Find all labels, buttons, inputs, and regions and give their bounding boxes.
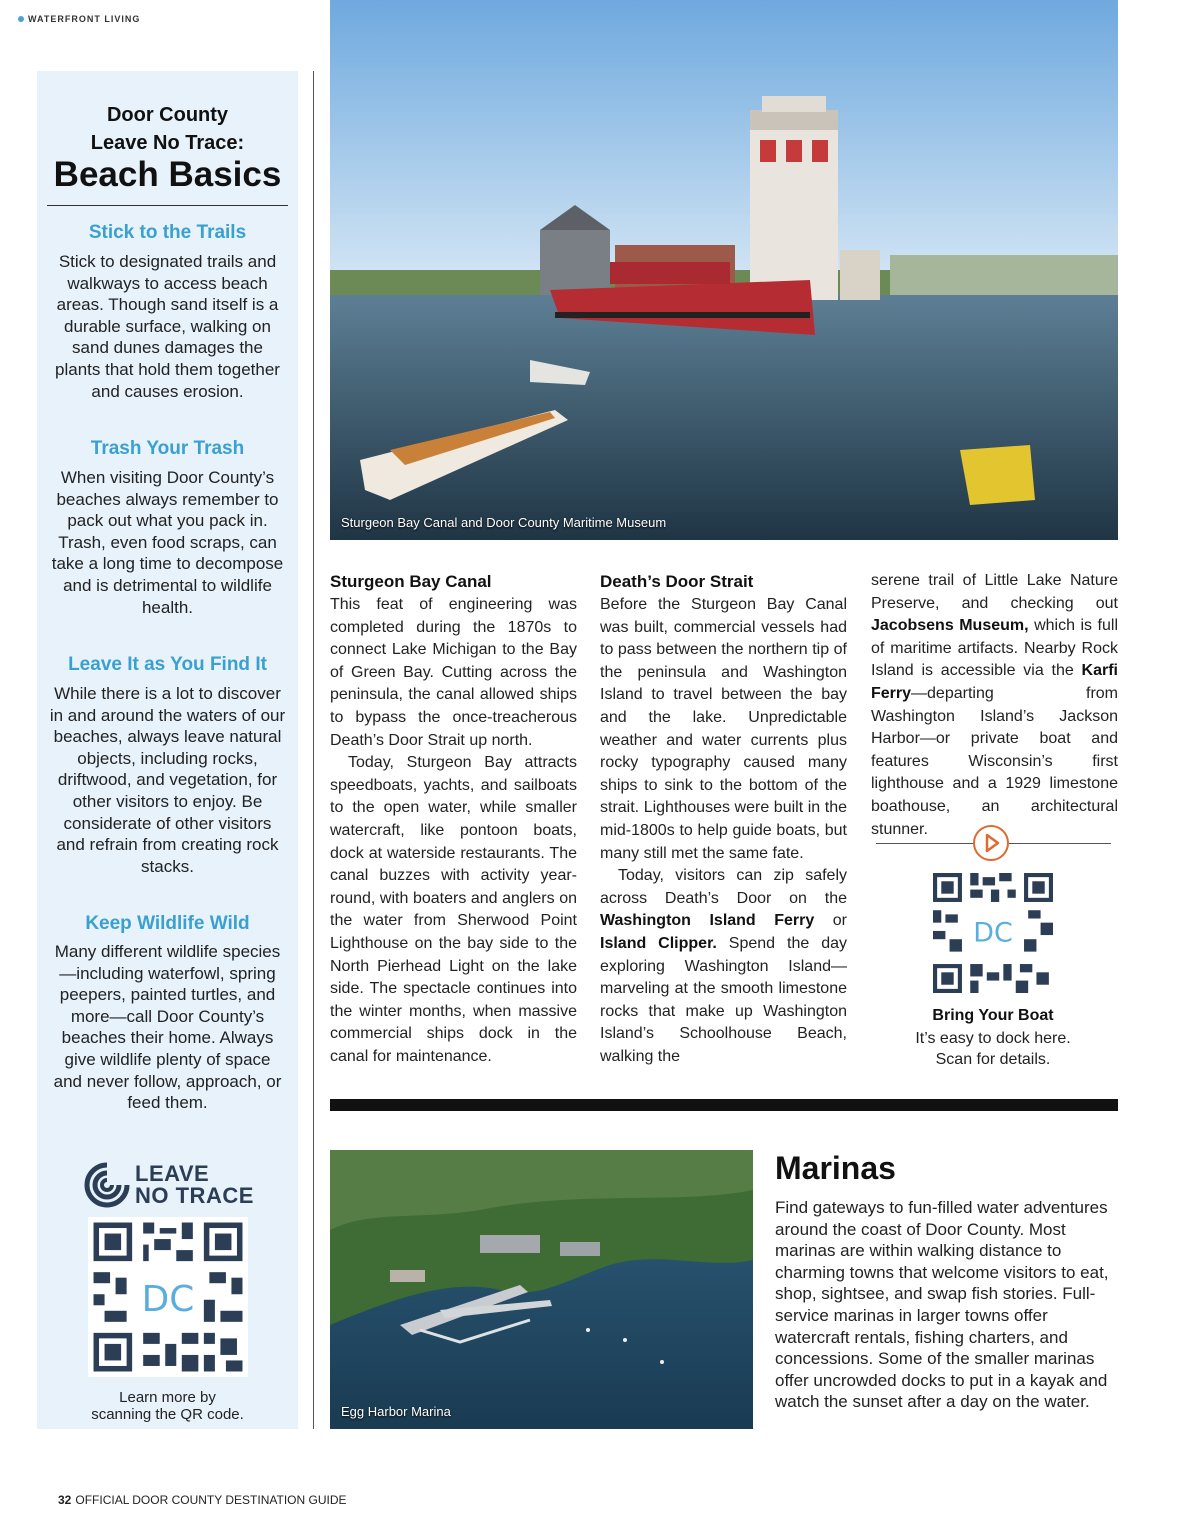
tip-heading: Trash Your Trash [90,438,245,459]
bold-term: Washington Island Ferry [600,912,815,930]
text-run: —departing from Washington Island’s Jackson Harbor—or private boat and features Wisconsin’s first lighthouse and a 1929 limestone boathouse, an architectural stunner. [871,684,1118,838]
tip-body: When visiting Door County’s beaches always remember to pack out what you pack in. Trash, even food scraps, can take a long time to decompose and is detrimental to wildlife health. [51,468,284,617]
text-run: Spend the day exploring Washington Island—marveling at the smooth limestone rocks that make up Washington Island’s Schoolhouse Beach, walking the [600,934,847,1065]
section-label-text: WATERFRONT LIVING [28,14,141,24]
boat-promo-line-2: Scan for details. [935,1051,1051,1068]
article-paragraph: This feat of engineering was completed during the 1870s to connect Lake Michigan to the Bay of Green Bay. Cutting across the peninsula, the canal allowed ships to bypass the once-treacherous Death’s Door Strait up north. [330,596,577,749]
sidebar-divider [313,71,314,1429]
sidebar-title: Beach Basics [53,155,282,194]
tip-heading: Keep Wildlife Wild [85,913,250,934]
text-run: or [814,912,847,930]
qr-caption [37,1389,298,1423]
sidebar-pretitle-line-1: Door County [106,104,229,126]
article-column-deaths-door [600,570,847,1068]
boat-promo-text [868,1028,1118,1070]
tip-heading: Stick to the Trails [88,222,247,243]
sidebar-title-rule [47,205,288,206]
article-paragraph [871,570,1118,841]
article-heading: Death’s Door Strait [600,572,754,591]
marinas-body: Find gateways to fun-filled water adventures around the coast of Door County. Most marinas are within walking distance to charming towns that welcome visitors to eat, shop, sightsee, and swap fish stories. Full-service marinas in larger towns offer watercraft rentals, fishing charters, and concessions. Some of the smaller marinas offer uncrowded docks to put in a kayak and watch the sunset after a day on the water. [775,1198,1109,1412]
sidebar-pretitle-line-2: Leave No Trace: [90,132,245,154]
text-run: which is full of maritime artifacts. Nearby Rock Island is accessible via the [871,617,1118,680]
text-run: serene trail of Little Lake Nature Preserve, and checking out [871,572,1118,612]
marinas-title: Marinas [775,1150,896,1186]
article-paragraph: Before the Sturgeon Bay Canal was built, commercial vessels had to pass between the northern tip of the peninsula and Washington Island to travel between the bay and the lake. Unpredictable weather and water currents plus rocky typography caused many ships to sink to the bottom of the strait. Lighthouses were built in the mid-1800s to help guide boats, but many still met the same fate. [600,596,847,862]
bold-term: Island Clipper. [600,934,717,952]
logo-line-1: LEAVE [135,1161,210,1186]
section-label [18,14,140,24]
canal-museum-photo [330,0,1118,540]
tip-body: While there is a lot to discover in and around the waters of our beaches, always leave natural objects, including rocks, driftwood, and vegetation, for other visitors to enjoy. Be considerate of other visitors and refrain from creating rock stacks. [49,684,286,876]
bold-term: Karfi Ferry [871,662,1118,702]
photo-caption: Sturgeon Bay Canal and Door County Maritime Museum [341,515,667,530]
bring-your-boat-qr-code[interactable] [933,873,1053,993]
page-number: 32 [58,1493,72,1507]
tip-body: Stick to designated trails and walkways to access beach areas. Though sand itself is a durable surface, walking on sand dunes damages the plants that hold them together and causes erosion. [55,252,280,401]
page-footer [58,1493,347,1507]
leave-no-trace-logo [135,1163,254,1207]
tip-body: Many different wildlife species—including waterfowl, spring peepers, painted turtles, and more—call Door County’s beaches their home. Always give wildlife plenty of space and never follow, approach, or feed them. [53,942,282,1113]
leave-no-trace-qr-code[interactable] [88,1217,248,1377]
sidebar-pretitle [37,101,298,157]
leave-no-trace-logo-icon [83,1161,131,1209]
play-button[interactable] [973,825,1009,861]
svg-text:DC: DC [141,1278,195,1320]
qr-caption-line-1: Learn more by [119,1389,216,1406]
article-heading: Sturgeon Bay Canal [330,572,492,591]
article-column-continued [871,570,1118,841]
qr-caption-line-2: scanning the QR code. [91,1406,244,1423]
publication-name: OFFICIAL DOOR COUNTY DESTINATION GUIDE [75,1493,347,1507]
bold-term: Jacobsens Museum, [871,617,1029,635]
article-paragraph: Today, Sturgeon Bay attracts speedboats, yachts, and sailboats to the open water, while smaller watercraft, like pontoon boats, dock at waterside restaurants. The canal buzzes with activity year-round, with boaters and anglers on the water from Sherwood Point Lighthouse on the bay side to the North Pierhead Light on the lake side. The spectacle continues into the winter months, when massive commercial ships dock in the canal for maintenance. [330,754,577,1065]
article-paragraph [600,865,847,1068]
tip-heading: Leave It as You Find It [68,654,267,675]
text-run: Today, visitors can zip safely across Death’s Door on the [600,867,847,907]
logo-line-2: NO TRACE [135,1183,254,1208]
egg-harbor-marina-photo [330,1150,753,1429]
svg-text:DC: DC [973,917,1013,949]
section-divider-bar [330,1099,1118,1111]
play-icon [975,827,1007,859]
boat-promo-title: Bring Your Boat [932,1007,1054,1024]
boat-promo-line-1: It’s easy to dock here. [915,1030,1071,1047]
photo-caption: Egg Harbor Marina [341,1404,451,1419]
bullet-dot-icon [18,16,24,22]
sidebar-beach-basics [37,71,298,1429]
article-column-sturgeon-bay [330,570,577,1068]
